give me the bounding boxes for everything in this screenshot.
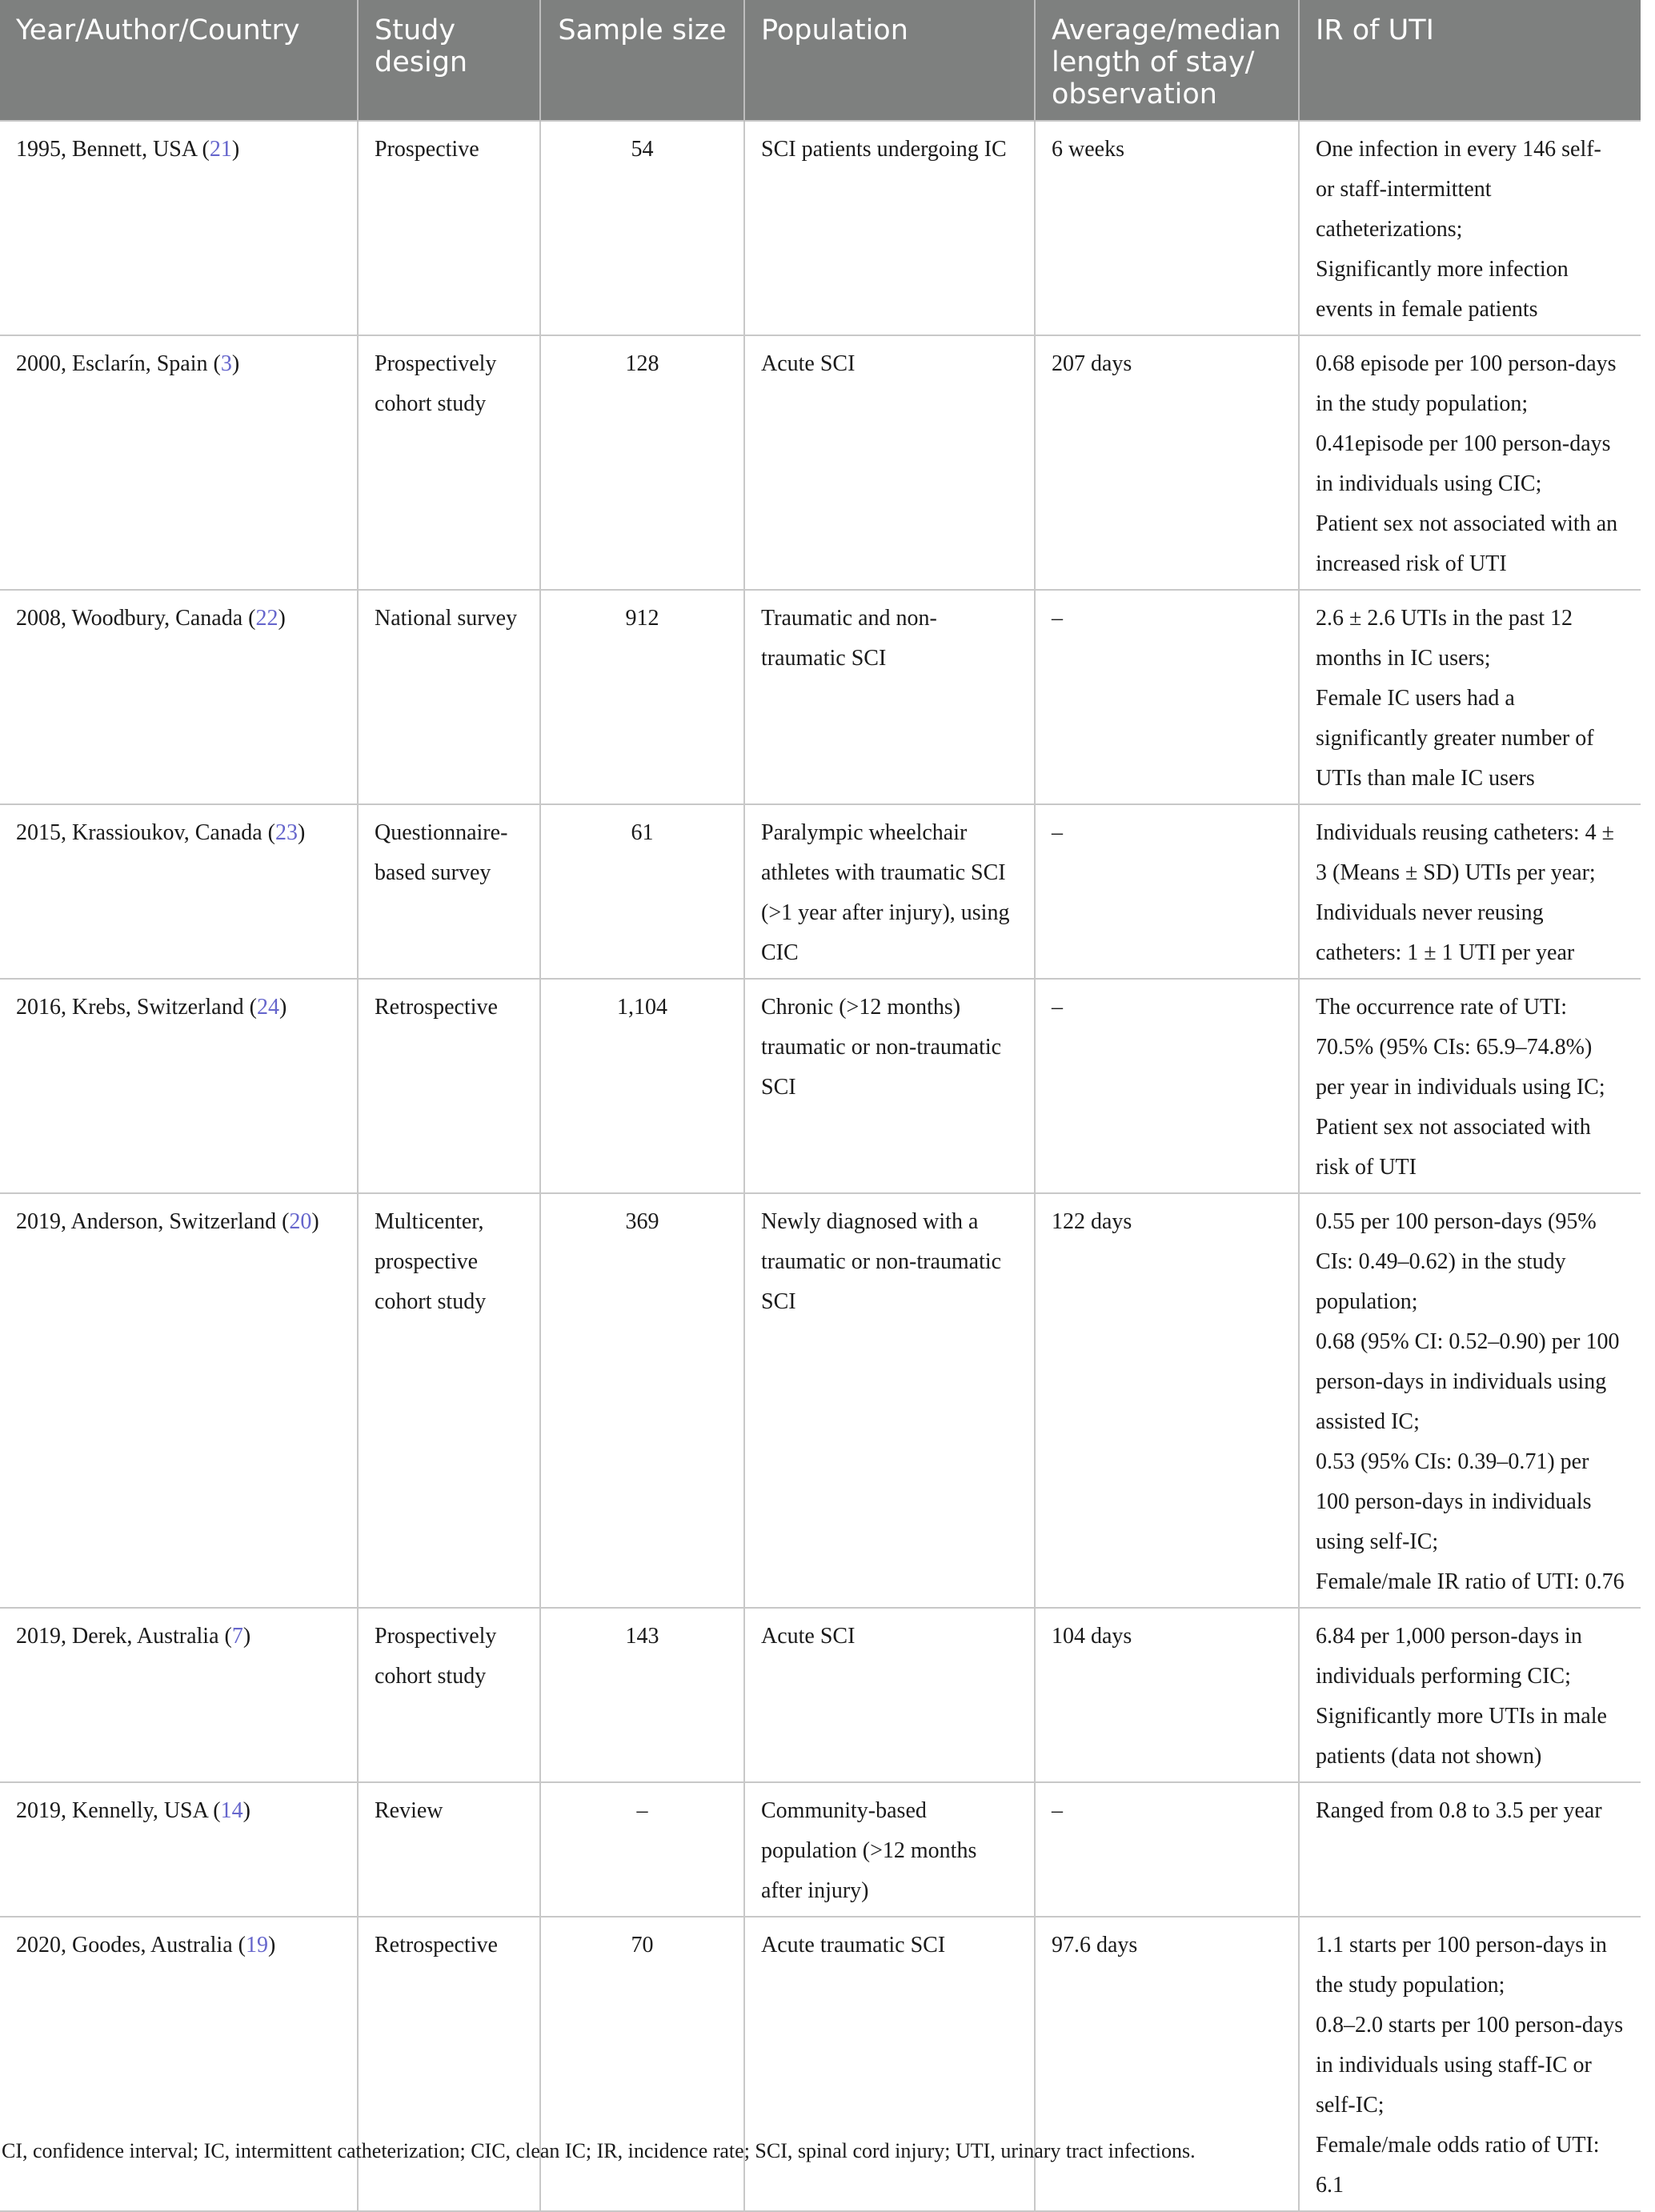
cell-ir-of-uti (1299, 590, 1641, 804)
table-row (0, 590, 1641, 804)
study-label: 2016, Krebs, Switzerland ( (16, 995, 257, 1020)
cell-population: Acute SCI (744, 1608, 1035, 1782)
table-row (0, 335, 1641, 590)
reference-link[interactable]: 24 (256, 995, 279, 1020)
cell-study-design: Multicenter, prospective cohort study (358, 1193, 540, 1608)
table-row (0, 121, 1641, 335)
cell-study (0, 1193, 358, 1608)
study-label-suffix: ) (279, 995, 287, 1020)
ir-statement: One infection in every 146 self- or staff-intermittent catheterizations; (1316, 137, 1601, 242)
reference-link[interactable]: 20 (289, 1209, 312, 1234)
ir-statement: Female/male odds ratio of UTI: 6.1 (1316, 2133, 1600, 2198)
cell-length-of-stay: 207 days (1035, 335, 1299, 590)
cell-length-of-stay: 97.6 days (1035, 1917, 1299, 2211)
table-row (0, 1193, 1641, 1608)
header-ir-of-uti: IR of UTI (1299, 0, 1641, 121)
cell-sample-size: 128 (540, 335, 744, 590)
cell-ir-of-uti (1299, 979, 1641, 1193)
cell-study-design: Retrospective (358, 1917, 540, 2211)
cell-study (0, 1917, 358, 2211)
cell-sample-size: 61 (540, 804, 744, 979)
cell-length-of-stay: – (1035, 979, 1299, 1193)
reference-link[interactable]: 7 (231, 1624, 243, 1649)
cell-sample-size: 369 (540, 1193, 744, 1608)
ir-statement: The occurrence rate of UTI: 70.5% (95% CIs: 65.9–74.8%) per year in individuals using IC; (1316, 995, 1605, 1100)
header-sample-size: Sample size (540, 0, 744, 121)
ir-statement: 0.53 (95% CIs: 0.39–0.71) per 100 person-days in individuals using self-IC; (1316, 1449, 1592, 1554)
ir-statement: Significantly more UTIs in male patients (data not shown) (1316, 1704, 1607, 1769)
cell-ir-of-uti (1299, 121, 1641, 335)
cell-study-design: Review (358, 1782, 540, 1917)
cell-length-of-stay: 104 days (1035, 1608, 1299, 1782)
study-label-suffix: ) (298, 820, 306, 845)
cell-ir-of-uti (1299, 1608, 1641, 1782)
study-label: 2008, Woodbury, Canada ( (16, 606, 256, 631)
cell-study-design: Prospective (358, 121, 540, 335)
reference-link[interactable]: 22 (255, 606, 279, 631)
ir-statement: 0.8–2.0 starts per 100 person-days in individuals using staff-IC or self-IC; (1316, 2013, 1624, 2118)
header-population: Population (744, 0, 1035, 121)
study-label-suffix: ) (242, 1624, 251, 1649)
cell-study (0, 1608, 358, 1782)
cell-ir-of-uti (1299, 804, 1641, 979)
cell-sample-size: 54 (540, 121, 744, 335)
ir-statement: Individuals reusing catheters: 4 ± 3 (Means ± SD) UTIs per year; (1316, 820, 1615, 885)
cell-ir-of-uti (1299, 1782, 1641, 1917)
ir-statement: Ranged from 0.8 to 3.5 per year (1316, 1798, 1602, 1823)
ir-statement: 0.41episode per 100 person-days in individuals using CIC; (1316, 431, 1611, 496)
cell-sample-size: 912 (540, 590, 744, 804)
header-row (0, 0, 1641, 121)
cell-ir-of-uti (1299, 1917, 1641, 2211)
table-body (0, 121, 1641, 2211)
cell-population: Paralympic wheelchair athletes with traumatic SCI (>1 year after injury), using CIC (744, 804, 1035, 979)
cell-population: Newly diagnosed with a traumatic or non-traumatic SCI (744, 1193, 1035, 1608)
cell-population: Community-based population (>12 months after injury) (744, 1782, 1035, 1917)
ir-statement: 0.68 episode per 100 person-days in the study population; (1316, 351, 1617, 416)
ir-statement: Patient sex not associated with an increased risk of UTI (1316, 511, 1618, 576)
table-row (0, 1782, 1641, 1917)
table-row (0, 804, 1641, 979)
header-year-author-country: Year/Author/Country (0, 0, 358, 121)
study-label-suffix: ) (278, 606, 286, 631)
reference-link[interactable]: 21 (209, 137, 232, 162)
header-study-design: Study design (358, 0, 540, 121)
study-label-suffix: ) (311, 1209, 319, 1234)
cell-sample-size: 1,104 (540, 979, 744, 1193)
study-label: 2019, Kennelly, USA ( (16, 1798, 221, 1823)
cell-study-design: Prospectively cohort study (358, 335, 540, 590)
cell-population: Traumatic and non-traumatic SCI (744, 590, 1035, 804)
cell-study (0, 121, 358, 335)
cell-ir-of-uti (1299, 335, 1641, 590)
cell-study-design: National survey (358, 590, 540, 804)
study-label: 2019, Anderson, Switzerland ( (16, 1209, 290, 1234)
reference-link[interactable]: 14 (220, 1798, 243, 1823)
study-label-suffix: ) (231, 351, 240, 376)
ir-statement: 6.84 per 1,000 person-days in individuals performing CIC; (1316, 1624, 1582, 1689)
ir-statement: Female IC users had a significantly greater number of UTIs than male IC users (1316, 686, 1594, 791)
cell-ir-of-uti (1299, 1193, 1641, 1608)
ir-statement: Female/male IR ratio of UTI: 0.76 (1316, 1569, 1625, 1594)
study-label: 2019, Derek, Australia ( (16, 1624, 232, 1649)
cell-length-of-stay: – (1035, 1782, 1299, 1917)
ir-statement: 2.6 ± 2.6 UTIs in the past 12 months in IC users; (1316, 606, 1573, 671)
study-label-suffix: ) (242, 1798, 250, 1823)
reference-link[interactable]: 23 (275, 820, 299, 845)
cell-study-design: Prospectively cohort study (358, 1608, 540, 1782)
header-length-of-stay: Average/median length of stay/ observation (1035, 0, 1299, 121)
study-label-suffix: ) (267, 1933, 276, 1958)
cell-study-design: Retrospective (358, 979, 540, 1193)
cell-length-of-stay: – (1035, 804, 1299, 979)
ir-statement: Significantly more infection events in female patients (1316, 257, 1569, 322)
reference-link[interactable]: 19 (245, 1933, 268, 1958)
ir-statement: 0.55 per 100 person-days (95% CIs: 0.49–0.62) in the study population; (1316, 1209, 1597, 1314)
table-row (0, 979, 1641, 1193)
cell-study (0, 590, 358, 804)
table-footnote: CI, confidence interval; IC, intermittent catheterization; CIC, clean IC; IR, incidence rate; SCI, spinal cord injury; UTI, urinary tract infections. (2, 2139, 1196, 2162)
cell-sample-size: 143 (540, 1608, 744, 1782)
cell-population: SCI patients undergoing IC (744, 121, 1035, 335)
study-label: 2015, Krassioukov, Canada ( (16, 820, 276, 845)
cell-sample-size: 70 (540, 1917, 744, 2211)
study-label-suffix: ) (231, 137, 240, 162)
cell-length-of-stay: 122 days (1035, 1193, 1299, 1608)
table-row (0, 1608, 1641, 1782)
cell-population: Chronic (>12 months) traumatic or non-traumatic SCI (744, 979, 1035, 1193)
ir-statement: 0.68 (95% CI: 0.52–0.90) per 100 person-days in individuals using assisted IC; (1316, 1329, 1620, 1434)
ir-statement: Patient sex not associated with risk of UTI (1316, 1115, 1591, 1180)
table-row (0, 1917, 1641, 2211)
study-label: 2000, Esclarín, Spain ( (16, 351, 221, 376)
reference-link[interactable]: 3 (220, 351, 232, 376)
cell-study (0, 979, 358, 1193)
cell-length-of-stay: – (1035, 590, 1299, 804)
cell-study (0, 804, 358, 979)
cell-study-design: Questionnaire-based survey (358, 804, 540, 979)
study-label: 2020, Goodes, Australia ( (16, 1933, 246, 1958)
cell-population: Acute traumatic SCI (744, 1917, 1035, 2211)
cell-sample-size: – (540, 1782, 744, 1917)
cell-length-of-stay: 6 weeks (1035, 121, 1299, 335)
cell-population: Acute SCI (744, 335, 1035, 590)
ir-statement: Individuals never reusing catheters: 1 ± 1 UTI per year (1316, 900, 1575, 965)
cell-study (0, 1782, 358, 1917)
ir-statement: 1.1 starts per 100 person-days in the study population; (1316, 1933, 1607, 1998)
cell-study (0, 335, 358, 590)
study-label: 1995, Bennett, USA ( (16, 137, 210, 162)
